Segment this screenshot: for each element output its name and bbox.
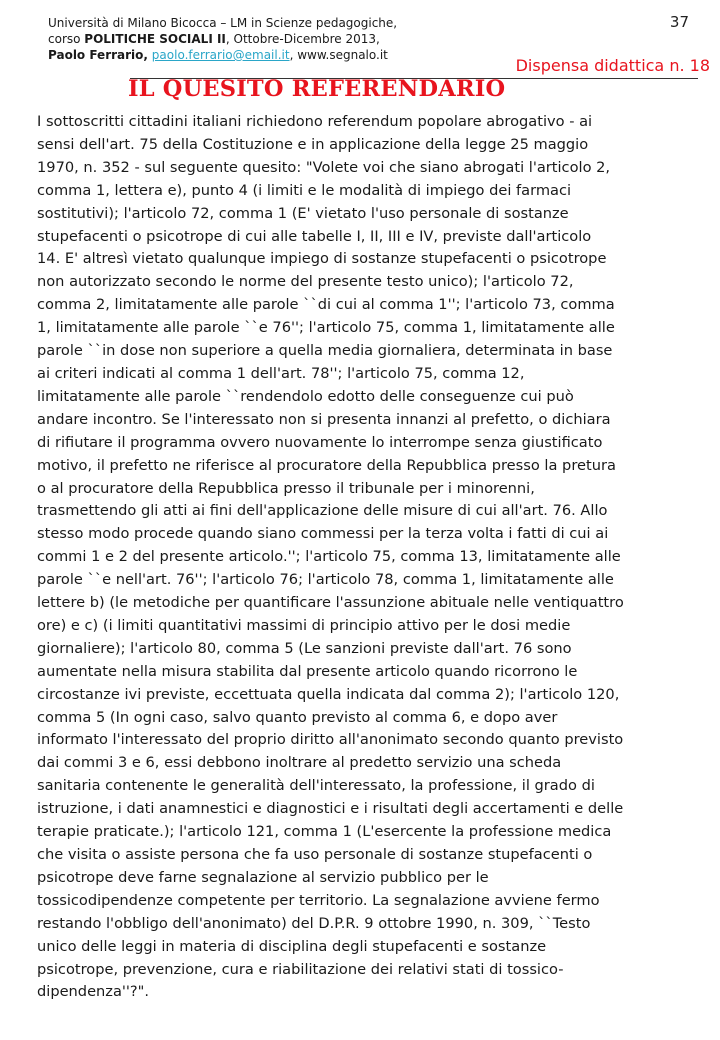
body-text-line: dipendenza''?". (37, 983, 150, 1001)
body-text-line: sostitutivi); l'articolo 72, comma 1 (E' vietato l'uso personale di sostanze (37, 204, 569, 222)
header-course-dates: , Ottobre-Dicembre 2013, (225, 32, 380, 46)
body-text-line: dai commi 3 e 6, essi debbono inoltrare al predetto servizio una scheda (37, 754, 562, 772)
body-text-line: che visita o assiste persona che fa uso personale di sostanze stupefacenti o (37, 846, 593, 863)
header-course-line (48, 31, 468, 47)
body-text-line: circostanze ivi previste, eccettuata quella indicata dal comma 2); l'articolo 120, (37, 685, 620, 703)
body-text-line: informato l'interessato del proprio diritto all'anonimato secondo quanto previsto (37, 731, 624, 749)
header-author-line (48, 47, 468, 63)
body-text-line: non autorizzato secondo le norme del presente testo unico); l'articolo 72, (37, 273, 574, 291)
body-text-line: lettere b) (le metodiche per quantificare l'assunzione abituale nelle ventiquattro (37, 594, 624, 612)
body-text-line: ai criteri indicati al comma 1 dell'art. 78''; l'articolo 75, comma 12, (37, 364, 525, 382)
course-name: POLITICHE SOCIALI II (84, 32, 226, 46)
body-text-line: aumentate nella misura stabilita dal presente articolo quando ricorrono le (37, 662, 578, 680)
body-text-line: parole ``e nell'art. 76''; l'articolo 76; l'articolo 78, comma 1, limitatamente alle (37, 571, 614, 589)
body-text-line: unico delle leggi in materia di disciplina degli stupefacenti e sostanze (37, 937, 547, 955)
body-text-line: psicotrope, prevenzione, cura e riabilitazione dei relativi stati di tossico- (37, 960, 564, 978)
body-text-line: commi 1 e 2 del presente articolo.''; l'articolo 75, comma 13, limitatamente alle (37, 548, 621, 566)
body-text-line: 1970, n. 352 - sul seguente quesito: "Volete voi che siano abrogati l'articolo 2, (37, 158, 611, 176)
body-text (37, 111, 687, 1004)
author-email-link[interactable]: paolo.ferrario@email.it (151, 48, 290, 62)
document-header (48, 15, 468, 63)
body-text-line: limitatamente alle parole ``rendendolo edotto delle conseguenze cui può (37, 387, 574, 405)
page-number: 37 (669, 13, 689, 31)
body-text-line: motivo, il prefetto ne riferisce al procuratore della Repubblica presso la pretura (37, 456, 616, 474)
body-text-line: o al procuratore della Repubblica presso il tribunale per i minorenni, (37, 479, 535, 497)
dispensa-label: Dispensa didattica n. 18 (515, 56, 710, 75)
body-text-line: I sottoscritti cittadini italiani richiedono referendum popolare abrogativo - ai (37, 113, 593, 130)
body-text-line: sensi dell'art. 75 della Costituzione e in applicazione della legge 25 maggio (37, 135, 589, 153)
body-text-line: trasmettendo gli atti ai fini dell'applicazione delle misure di cui all'art. 76. Allo (37, 502, 608, 520)
body-text-line: andare incontro. Se l'interessato non si presenta innanzi al prefetto, o dichiara (37, 410, 611, 428)
body-text-line: restando l'obbligo dell'anonimato) del D.P.R. 9 ottobre 1990, n. 309, ``Testo (37, 914, 591, 932)
author-name: Paolo Ferrario, (48, 48, 148, 62)
body-text-line: istruzione, i dati anamnestici e diagnostici e i risultati degli accertamenti e delle (37, 800, 624, 818)
body-text-line: tossicodipendenze competente per territorio. La segnalazione avviene fermo (37, 891, 600, 909)
body-text-line: parole ``in dose non superiore a quella media giornaliera, determinata in base (37, 342, 613, 360)
body-text-line: 14. E' altresì vietato qualunque impiego di sostanze stupefacenti o psicotrope (37, 250, 607, 268)
website-text: , www.segnalo.it (289, 48, 388, 62)
header-university-line: Università di Milano Bicocca – LM in Scienze pedagogiche, (48, 16, 398, 30)
body-text-line: stupefacenti o psicotrope di cui alle tabelle I, II, III e IV, previste dall'articolo (37, 227, 592, 245)
body-text-line: stesso modo procede quando siano commessi per la terza volta i fatti di cui ai (37, 525, 609, 543)
page-title: IL QUESITO REFERENDARIO (128, 76, 506, 102)
body-text-line: comma 5 (In ogni caso, salvo quanto previsto al comma 6, e dopo aver (37, 708, 558, 726)
header-course-prefix: corso (48, 32, 85, 46)
body-text-line: psicotrope deve farne segnalazione al servizio pubblico per le (37, 868, 489, 886)
body-text-line: comma 1, lettera e), punto 4 (i limiti e le modalità di impiego dei farmaci (37, 181, 572, 199)
body-text-line: terapie praticate.); l'articolo 121, comma 1 (L'esercente la professione medica (37, 823, 612, 841)
body-text-line: 1, limitatamente alle parole ``e 76''; l'articolo 75, comma 1, limitatamente alle (37, 319, 615, 337)
body-text-line: comma 2, limitatamente alle parole ``di cui al comma 1''; l'articolo 73, comma (37, 296, 615, 314)
body-text-line: di rifiutare il programma ovvero nuovamente lo interrompe senza giustificato (37, 433, 603, 451)
body-text-line: ore) e c) (i limiti quantitativi massimi di principio attivo per le dosi medie (37, 616, 571, 634)
body-text-line: giornaliere); l'articolo 80, comma 5 (Le sanzioni previste dall'art. 76 sono (37, 639, 572, 657)
body-text-line: sanitaria contenente le generalità dell'interessato, la professione, il grado di (37, 777, 595, 795)
